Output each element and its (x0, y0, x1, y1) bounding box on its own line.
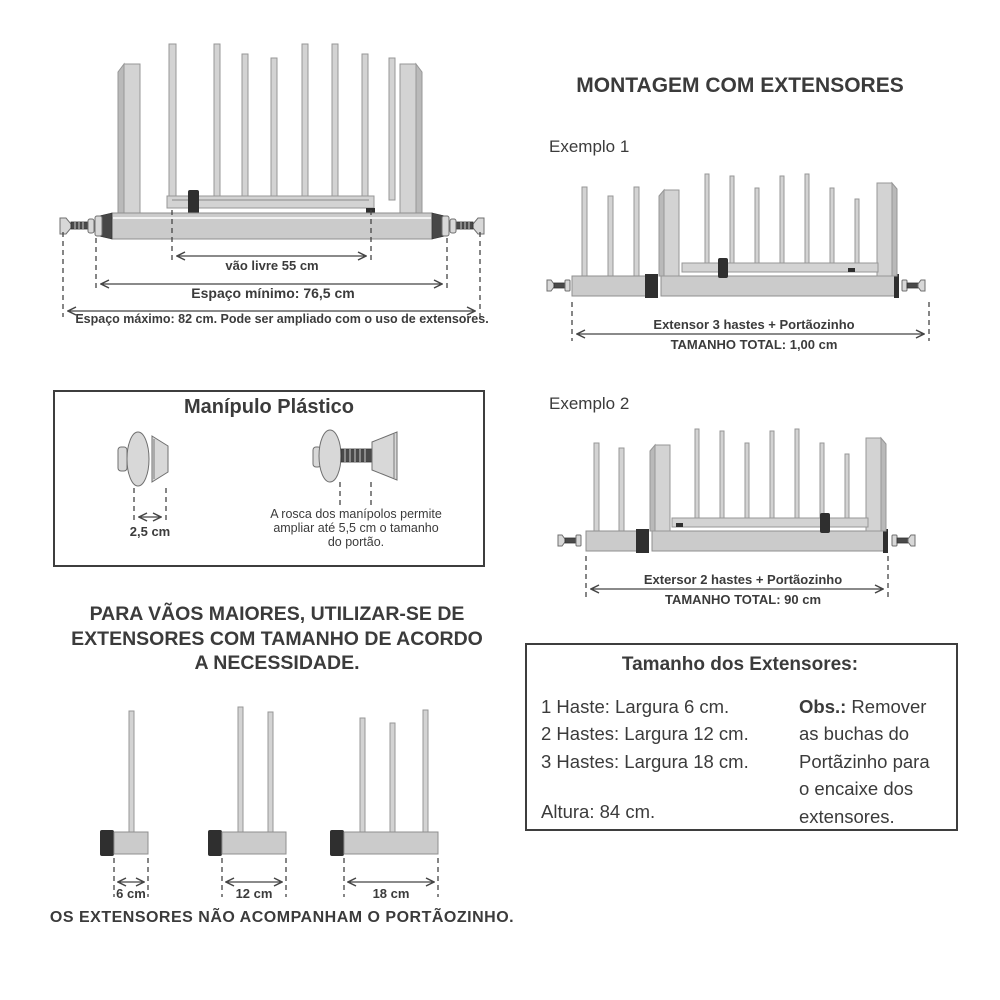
tamanho-altura: Altura: 84 cm. (541, 801, 656, 822)
manipulo-caption-line1: A rosca dos manípolos permite (270, 507, 442, 521)
latch-icon (820, 513, 830, 533)
tamanho-item-1: 1 Haste: Largura 6 cm. (541, 696, 730, 717)
latch-icon (718, 258, 728, 278)
wall-fixing-left (60, 216, 102, 236)
tamanho-item-2: 2 Hastes: Largura 12 cm. (541, 723, 749, 745)
extensor3-width-label: 18 cm (372, 886, 410, 901)
ex1-fixing-right (902, 280, 925, 291)
tamanho-obs-line3: Portãzinho para (799, 750, 930, 772)
gate-door (167, 44, 395, 215)
max-space-label: Espaço máximo: 82 cm. Pode ser ampliado com o uso de extensores. (75, 312, 489, 326)
min-space-label: Espaço mínimo: 76,5 cm (191, 285, 355, 301)
tamanho-box-items (541, 693, 749, 775)
tamanho-box-title: Tamanho dos Extensores: (621, 654, 859, 675)
manipulo-caption-line2: ampliar até 5,5 cm o tamanho (273, 521, 439, 535)
knob-with-thread-view (313, 430, 397, 508)
bigger-spans-note (71, 602, 483, 676)
tamanho-obs-line1: Obs.: Remover (799, 696, 927, 717)
extensor-sizes-diagram (100, 707, 438, 897)
manipulo-title: Manípulo Plástico (183, 396, 355, 418)
wall-posts (118, 64, 422, 213)
ex1-fixing-left (547, 280, 570, 291)
example1-measure-line2: TAMANHO TOTAL: 1,00 cm (670, 337, 838, 352)
main-gate-diagram (60, 44, 484, 317)
tamanho-obs-line5: extensores. (799, 805, 895, 827)
ex2-gate (650, 429, 888, 553)
tamanho-obs-label: Obs.: (799, 696, 847, 717)
ex2-fixing-right (892, 535, 915, 546)
tamanho-item-3: 3 Hastes: Largura 18 cm. (541, 750, 749, 772)
example2-label: Exemplo 2 (549, 394, 630, 413)
bigger-spans-line1: PARA VÃOS MAIORES, UTILIZAR-SE DE (89, 603, 465, 625)
example1-label: Exemplo 1 (549, 137, 630, 156)
montagem-title: MONTAGEM COM EXTENSORES (576, 74, 904, 97)
extensor-2-hastes (208, 707, 286, 897)
tamanho-obs-line2: as buchas do (799, 723, 910, 745)
example2-measure-line2: TAMANHO TOTAL: 90 cm (664, 592, 822, 607)
extensors-not-included-note: OS EXTENSORES NÃO ACOMPANHAM O PORTÃOZINHO. (49, 909, 515, 926)
extensor1-width-label: 6 cm (116, 886, 146, 901)
ex2-extensor (586, 443, 649, 553)
bigger-spans-line3: A NECESSIDADE. (194, 652, 360, 674)
knob-width-label: 2,5 cm (129, 524, 171, 539)
example1-measure-line1: Extensor 3 hastes + Portãozinho (653, 317, 855, 332)
ex1-gate (659, 174, 899, 298)
bigger-spans-line2: EXTENSORES COM TAMANHO DE ACORDO (71, 627, 483, 650)
wall-fixing-right (442, 216, 484, 236)
tamanho-obs-line4: o encaixe dos (799, 778, 914, 800)
gate-base-bar (99, 213, 445, 239)
example2-measure-line1: Extersor 2 hastes + Portãozinho (643, 572, 843, 587)
example1-diagram (547, 174, 929, 341)
knob-side-view (118, 432, 168, 522)
extensor-3-hastes (330, 710, 438, 897)
ex1-extensor (572, 187, 658, 298)
manipulo-caption-line3: do portão. (327, 535, 385, 549)
latch-icon (188, 190, 199, 215)
tamanho-obs (799, 693, 930, 830)
manipulo-caption (270, 507, 442, 549)
extensor-1-haste (100, 711, 148, 897)
ex2-fixing-left (558, 535, 581, 546)
free-span-label: vão livre 55 cm (225, 258, 319, 273)
extensor2-width-label: 12 cm (235, 886, 273, 901)
